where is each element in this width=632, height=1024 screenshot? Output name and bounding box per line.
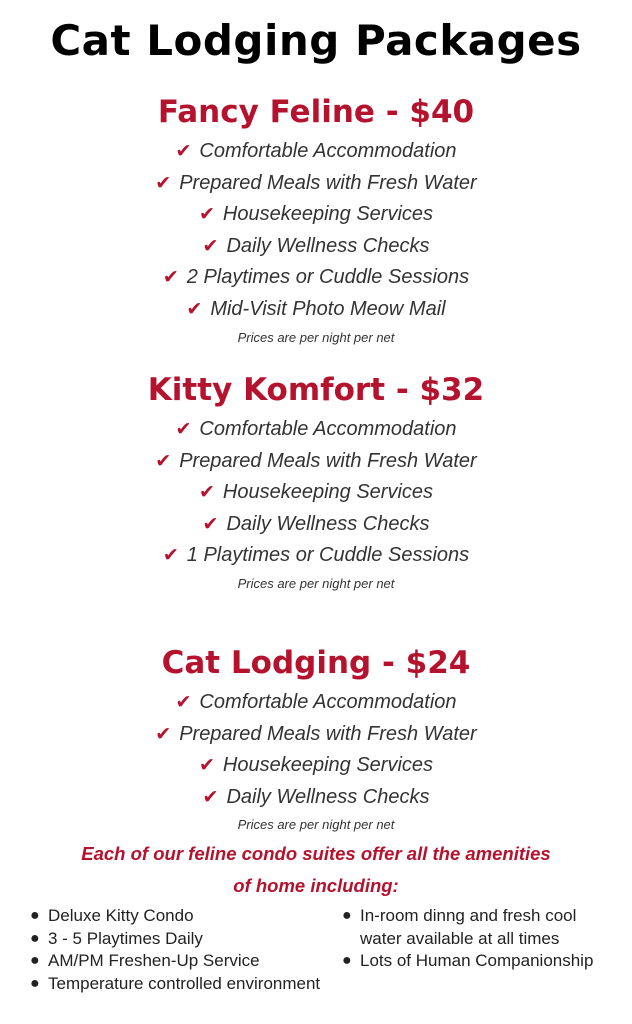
- feature-list: [0, 687, 632, 813]
- feature-text: Prepared Meals with Fresh Water: [179, 171, 477, 194]
- bullet-icon: ●: [342, 907, 352, 924]
- feature-text: 1 Playtimes or Cuddle Sessions: [186, 544, 470, 567]
- package-kitty-komfort: [0, 368, 632, 596]
- bullet-icon: ●: [30, 929, 40, 947]
- package-title: Kitty Komfort - $32: [147, 372, 485, 408]
- package-cat-lodging: [0, 641, 632, 837]
- feature-text: Prepared Meals with Fresh Water: [179, 722, 477, 745]
- feature-text: Comfortable Accommodation: [199, 691, 457, 713]
- amenity-text-continued: water available at all times: [360, 928, 560, 948]
- check-mark-icon: ✔: [155, 172, 172, 194]
- feature-text: Housekeeping Services: [222, 754, 434, 777]
- amenity-item: [28, 950, 338, 973]
- feature-item: [0, 231, 632, 263]
- check-mark-icon: ✔: [198, 482, 215, 504]
- check-mark-icon: ✔: [202, 786, 219, 808]
- feature-text: Daily Wellness Checks: [226, 512, 430, 535]
- feature-item: [0, 719, 632, 751]
- feature-text: Prepared Meals with Fresh Water: [179, 449, 477, 472]
- feature-item: [0, 262, 632, 294]
- bullet-icon: ●: [30, 974, 40, 992]
- check-mark-icon: ✔: [155, 723, 172, 745]
- feature-item: [0, 294, 632, 326]
- feature-text: Comfortable Accommodation: [199, 418, 457, 440]
- feature-list: [0, 414, 632, 572]
- feature-text: Housekeeping Services: [222, 203, 434, 226]
- check-mark-icon: ✔: [186, 298, 203, 320]
- price-note: Prices are per night per net: [237, 575, 395, 591]
- amenities-heading-line: of home including:: [233, 875, 399, 896]
- bullet-icon: ●: [30, 907, 40, 924]
- amenity-item: [340, 905, 620, 950]
- amenity-text: In-room dinng and fresh cool: [360, 906, 577, 925]
- amenity-text: AM/PM Freshen-Up Service: [48, 951, 260, 970]
- page-title: Cat Lodging Packages: [50, 16, 582, 65]
- feature-item: [0, 782, 632, 814]
- amenity-text: Lots of Human Companionship: [360, 951, 594, 970]
- amenities-heading-line: Each of our feline condo suites offer all the amenities: [81, 843, 551, 864]
- feature-list: [0, 136, 632, 326]
- amenities-list-right: [340, 905, 620, 973]
- check-mark-icon: ✔: [198, 204, 215, 226]
- price-note: Prices are per night per net: [237, 817, 395, 833]
- package-title: Fancy Feline - $40: [157, 94, 475, 130]
- feature-text: Comfortable Accommodation: [199, 140, 457, 162]
- price-note: Prices are per night per net: [237, 329, 395, 345]
- amenity-text: Temperature controlled environment: [48, 973, 321, 993]
- feature-text: Daily Wellness Checks: [226, 785, 430, 808]
- check-mark-icon: ✔: [155, 450, 172, 472]
- feature-item: [0, 509, 632, 541]
- check-mark-icon: ✔: [175, 419, 192, 440]
- feature-text: 2 Playtimes or Cuddle Sessions: [186, 266, 470, 289]
- check-mark-icon: ✔: [198, 755, 215, 777]
- amenity-item: [28, 928, 338, 951]
- check-mark-icon: ✔: [175, 692, 192, 713]
- feature-item: [0, 136, 632, 168]
- feature-item: [0, 750, 632, 782]
- feature-item: [0, 687, 632, 719]
- amenity-item: [28, 905, 338, 928]
- amenity-text: 3 - 5 Playtimes Daily: [48, 928, 203, 948]
- feature-text: Daily Wellness Checks: [226, 234, 430, 257]
- check-mark-icon: ✔: [175, 141, 192, 162]
- feature-item: [0, 540, 632, 572]
- feature-item: [0, 199, 632, 231]
- amenity-item: [340, 950, 620, 973]
- check-mark-icon: ✔: [162, 267, 179, 289]
- feature-item: [0, 477, 632, 509]
- feature-text: Housekeeping Services: [222, 481, 434, 504]
- bullet-icon: ●: [342, 952, 352, 969]
- check-mark-icon: ✔: [202, 513, 219, 535]
- feature-item: [0, 446, 632, 478]
- check-mark-icon: ✔: [202, 235, 219, 257]
- feature-item: [0, 414, 632, 446]
- amenities-list-left: [28, 905, 338, 995]
- feature-item: [0, 168, 632, 200]
- amenity-text: Deluxe Kitty Condo: [48, 906, 194, 925]
- bullet-icon: ●: [30, 952, 40, 969]
- package-fancy-feline: [0, 90, 632, 350]
- check-mark-icon: ✔: [162, 545, 179, 567]
- amenity-item: [28, 973, 338, 996]
- package-title: Cat Lodging - $24: [161, 645, 471, 681]
- amenities-heading: [0, 838, 632, 902]
- feature-text: Mid-Visit Photo Meow Mail: [210, 297, 446, 320]
